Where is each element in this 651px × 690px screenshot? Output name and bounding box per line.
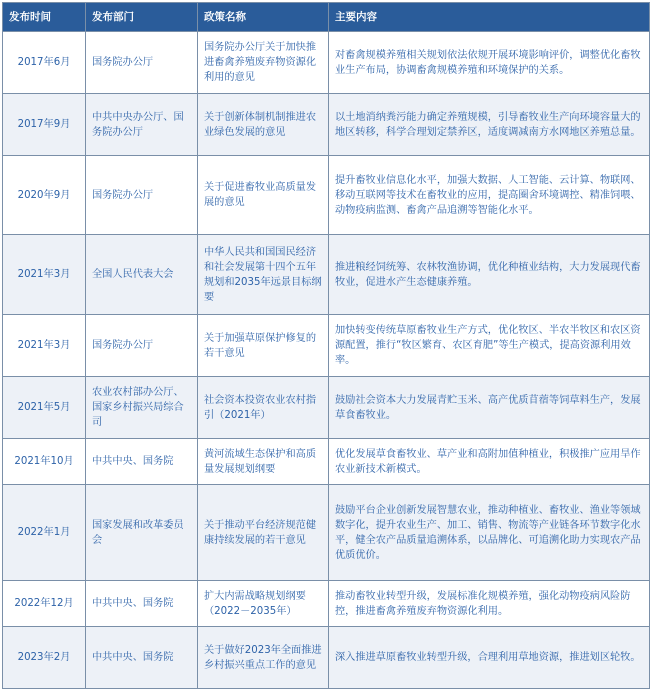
table-row — [3, 439, 650, 485]
cell-time: 2021年10月 — [3, 439, 86, 485]
cell-dept: 国务院办公厅 — [86, 315, 198, 377]
cell-time: 2021年3月 — [3, 235, 86, 315]
cell-time: 2017年9月 — [3, 94, 86, 156]
cell-dept: 全国人民代表大会 — [86, 235, 198, 315]
policy-table — [2, 2, 650, 689]
cell-time: 2021年3月 — [3, 315, 86, 377]
cell-time: 2021年5月 — [3, 377, 86, 439]
cell-time: 2022年12月 — [3, 581, 86, 627]
table-row — [3, 485, 650, 581]
cell-name: 中华人民共和国国民经济和社会发展第十四个五年规划和2035年远景目标纲要 — [198, 235, 329, 315]
cell-time: 2017年6月 — [3, 32, 86, 94]
cell-dept: 国务院办公厅 — [86, 32, 198, 94]
cell-content: 对畜禽规模养殖相关规划依法依规开展环境影响评价，调整优化畜牧业生产布局，协调畜禽规模养殖和环境保护的关系。 — [329, 32, 650, 94]
cell-name: 关于推动平台经济规范健康持续发展的若干意见 — [198, 485, 329, 581]
cell-name: 关于促进畜牧业高质量发展的意见 — [198, 156, 329, 235]
table-row — [3, 315, 650, 377]
cell-name: 关于加强草原保护修复的若干意见 — [198, 315, 329, 377]
table-row — [3, 627, 650, 689]
cell-dept: 中共中央、国务院 — [86, 581, 198, 627]
cell-content: 优化发展草食畜牧业、草产业和高附加值种植业，积极推广应用旱作农业新技术新模式。 — [329, 439, 650, 485]
cell-dept: 国务院办公厅 — [86, 156, 198, 235]
cell-content: 提升畜牧业信息化水平，加强大数据、人工智能、云计算、物联网、移动互联网等技术在畜牧业的应用，提高圈舍环境调控、精准饲喂、动物疫病监测、畜禽产品追溯等智能化水平。 — [329, 156, 650, 235]
table-row — [3, 94, 650, 156]
cell-dept: 中共中央、国务院 — [86, 627, 198, 689]
cell-content: 鼓励平台企业创新发展智慧农业，推动种植业、畜牧业、渔业等领域数字化，提升农业生产、加工、销售、物流等产业链各环节数字化水平，健全农产品质量追溯体系，以品牌化、可追溯化助力实现农产品优质优价。 — [329, 485, 650, 581]
cell-name: 黄河流域生态保护和高质量发展规划纲要 — [198, 439, 329, 485]
cell-name: 国务院办公厅关于加快推进畜禽养殖废弃物资源化利用的意见 — [198, 32, 329, 94]
cell-content: 鼓励社会资本大力发展青贮玉米、高产优质苜蓿等饲草料生产，发展草食畜牧业。 — [329, 377, 650, 439]
cell-dept: 农业农村部办公厅、国家乡村振兴局综合司 — [86, 377, 198, 439]
cell-content: 深入推进草原畜牧业转型升级，合理利用草地资源，推进划区轮牧。 — [329, 627, 650, 689]
cell-content: 加快转变传统草原畜牧业生产方式，优化牧区、半农半牧区和农区资源配置，推行“牧区繁育、农区育肥”等生产模式，提高资源利用效率。 — [329, 315, 650, 377]
cell-content: 以土地消纳粪污能力确定养殖规模，引导畜牧业生产向环境容量大的地区转移，科学合理划定禁养区，适度调减南方水网地区养殖总量。 — [329, 94, 650, 156]
cell-time: 2023年2月 — [3, 627, 86, 689]
header-time: 发布时间 — [3, 3, 86, 32]
cell-content: 推进粮经饲统筹、农林牧渔协调，优化种植业结构，大力发展现代畜牧业，促进水产生态健康养殖。 — [329, 235, 650, 315]
cell-name: 关于做好2023年全面推进乡村振兴重点工作的意见 — [198, 627, 329, 689]
cell-name: 扩大内需战略规划纲要（2022－2035年） — [198, 581, 329, 627]
table-row — [3, 156, 650, 235]
table-row — [3, 235, 650, 315]
table-row — [3, 581, 650, 627]
cell-time: 2022年1月 — [3, 485, 86, 581]
cell-dept: 中共中央、国务院 — [86, 439, 198, 485]
table-row — [3, 32, 650, 94]
cell-content: 推动畜牧业转型升级，发展标准化规模养殖，强化动物疫病风险防控，推进畜禽养殖废弃物资源化利用。 — [329, 581, 650, 627]
table-header-row — [3, 3, 650, 32]
table-row — [3, 377, 650, 439]
cell-dept: 国家发展和改革委员会 — [86, 485, 198, 581]
cell-name: 社会资本投资农业农村指引（2021年） — [198, 377, 329, 439]
header-name: 政策名称 — [198, 3, 329, 32]
header-dept: 发布部门 — [86, 3, 198, 32]
cell-name: 关于创新体制机制推进农业绿色发展的意见 — [198, 94, 329, 156]
header-content: 主要内容 — [329, 3, 650, 32]
cell-time: 2020年9月 — [3, 156, 86, 235]
cell-dept: 中共中央办公厅、国务院办公厅 — [86, 94, 198, 156]
